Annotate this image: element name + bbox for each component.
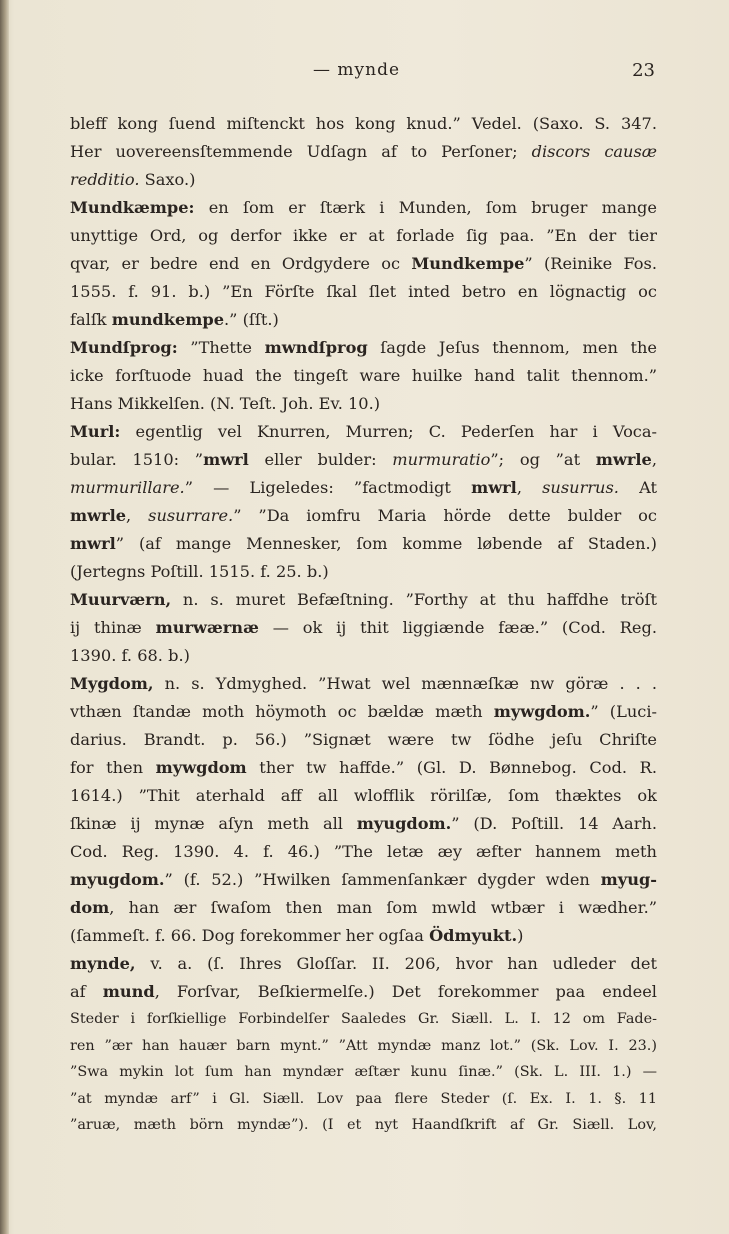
line-text: ”; og ”at (490, 450, 596, 469)
text-line (70, 278, 657, 306)
text-line (70, 1086, 657, 1113)
text-line (70, 586, 657, 614)
line-text: Hans Mikkelſen. (N. Teſt. Joh. Ev. 10.) (70, 394, 381, 413)
headword: Mundkæmpe: (70, 198, 195, 217)
line-text: — ok ij thit liggiænde fææ.” (Cod. Reg. (258, 618, 657, 637)
line-text: .” (ſſt.) (224, 310, 279, 329)
headword: Mygdom, (70, 674, 154, 693)
line-text: (Jertegns Poſtill. 1515. f. 25. b.) (70, 562, 329, 581)
line-text: bular. 1510: ” (70, 450, 204, 469)
line-text: Cod. Reg. 1390. 4. f. 46.) ”The letæ æy æfter hannem meth (70, 842, 657, 861)
headword: myugdom. (70, 870, 165, 889)
line-text: (ſammeſt. f. 66. Dog forekommer her ogſaa (70, 926, 430, 945)
line-text: ther tw haffde.” (Gl. D. Bønnebog. Cod. R. (246, 758, 657, 777)
line-text: ”at myndæ arf” i Gl. Siæll. Lov paa flere Steder (ſ. Ex. I. 1. §. 11 (70, 1090, 657, 1107)
text-line (70, 894, 657, 922)
text-line (70, 1033, 657, 1060)
headword: myug- (600, 870, 657, 889)
headword: mwndſprog (264, 338, 368, 357)
line-text: ” ”Da iomfru Maria hörde dette bulder oc (233, 506, 657, 525)
text-line (70, 810, 657, 838)
text-line (70, 138, 657, 166)
line-text: vthæn ſtandæ moth höymoth oc bældæ mæth (70, 702, 494, 721)
headword: myugdom. (356, 814, 452, 833)
text-line (70, 446, 657, 474)
line-text: 1614.) ”Thit aterhald aff all wlofflik rörilſæ, ſom thæktes ok (70, 786, 657, 805)
headword: dom (70, 898, 110, 917)
running-head (70, 60, 655, 84)
text-line (70, 866, 657, 894)
line-text: 1555. f. 91. b.) ”En Förſte ſkal ſlet inted betro en lögnactig oc (70, 282, 657, 301)
headword: mwrl (70, 534, 116, 553)
latin-gloss: murmurillare. (70, 478, 185, 497)
page-number: 23 (632, 60, 655, 81)
line-text: ” (f. 52.) ”Hwilken ſammenſankær dygder wden (164, 870, 601, 889)
running-head-title: — mynde (313, 60, 401, 80)
headword: mwrl (471, 478, 517, 497)
headword: mundkempe (111, 310, 225, 329)
line-text: egentlig vel Knurren, Murren; C. Pederſen har i Voca- (120, 422, 657, 441)
page-binding-edge (0, 0, 9, 1234)
text-line (70, 306, 657, 334)
line-text: 1390. f. 68. b.) (70, 646, 190, 665)
text-line (70, 194, 657, 222)
line-text: darius. Brandt. p. 56.) ”Signæt wære tw ſödhe jeſu Chriſte (70, 730, 657, 749)
text-line (70, 670, 657, 698)
line-text: bleff kong ſuend miſtenckt hos kong knud.” Vedel. (Saxo. S. 347. (70, 114, 657, 133)
text-line (70, 502, 657, 530)
line-text: , (651, 450, 657, 469)
line-text: n. s. Ydmyghed. ”Hwat wel mænnæſkæ nw göræ . . . (153, 674, 657, 693)
latin-gloss: susurrus. (542, 478, 619, 497)
text-line (70, 754, 657, 782)
line-text: , (126, 506, 149, 525)
text-line (70, 1112, 657, 1139)
line-text: ij thinæ (70, 618, 156, 637)
line-text: ” (af mange Mennesker, ſom komme løbende af Staden.) (115, 534, 657, 553)
text-line (70, 782, 657, 810)
line-text: Steder i forſkiellige Forbindelſer Saaledes Gr. Siæll. L. I. 12 om Fade- (70, 1011, 657, 1027)
text-line (70, 222, 657, 250)
line-text: ) (517, 926, 524, 945)
text-line (70, 642, 657, 670)
text-line (70, 390, 657, 418)
text-line (70, 726, 657, 754)
text-line (70, 250, 657, 278)
text-line (70, 418, 657, 446)
text-line (70, 838, 657, 866)
line-text: , han ær ſwaſom then man ſom mwld wtbær i wædher.” (109, 898, 657, 917)
text-line (70, 698, 657, 726)
line-text: ”Thette (177, 338, 265, 357)
line-text: ”aruæ, mæth börn myndæ”). (I et nyt Haandſkrift af Gr. Siæll. Lov, (70, 1117, 657, 1133)
headword: Ödmyukt. (429, 926, 518, 945)
line-text: eller bulder: (248, 450, 393, 469)
headword: Murl: (70, 422, 121, 441)
line-text: unyttige Ord, og derfor ikke er at forlade ſig paa. ”En der tier (70, 226, 657, 245)
text-line (70, 530, 657, 558)
line-text: icke forſtuode huad the tingeſt ware huilke hand talit thennom.” (70, 366, 657, 385)
line-text: ren ”ær han hauær barn mynt.” ”Att myndæ manz lot.” (Sk. Lov. I. 23.) (70, 1037, 657, 1054)
headword: mywgdom (155, 758, 247, 777)
line-text: , (516, 478, 543, 497)
text-line (70, 950, 657, 978)
text-line (70, 166, 657, 194)
line-text: qvar, er bedre end en Ordgydere oc (70, 254, 412, 273)
headword: Muurværn, (70, 590, 172, 609)
line-text: Saxo.) (139, 170, 196, 189)
line-text: v. a. (ſ. Ihres Gloſſar. II. 206, hvor han udleder det (135, 954, 657, 973)
line-text: ” (Luci- (590, 702, 657, 721)
line-text: falſk (70, 310, 112, 329)
latin-gloss: susurrare. (148, 506, 234, 525)
text-line (70, 614, 657, 642)
headword: mund (102, 982, 155, 1001)
latin-gloss: murmuratio (392, 450, 491, 469)
text-line (70, 922, 657, 950)
dictionary-entries (70, 110, 657, 1139)
headword: mwrle (70, 506, 127, 525)
line-text: ſagde Jeſus thennom, men the (367, 338, 657, 357)
line-text: Her uovereensſtemmende Udſagn af to Perſoner; (70, 142, 532, 161)
text-line (70, 1059, 657, 1086)
headword: mwrl (203, 450, 249, 469)
text-line (70, 1006, 657, 1033)
headword: mywgdom. (493, 702, 591, 721)
headword: mynde, (70, 954, 136, 973)
line-text: At (618, 478, 657, 497)
headword: mwrle (595, 450, 652, 469)
latin-gloss: redditio. (70, 170, 140, 189)
line-text: , Forſvar, Beſkiermelſe.) Det forekommer paa endeel (154, 982, 657, 1001)
text-line (70, 110, 657, 138)
line-text: for then (70, 758, 156, 777)
latin-gloss: discors causæ (531, 142, 657, 161)
line-text: ” (D. Poſtill. 14 Aarh. (451, 814, 657, 833)
line-text: n. s. muret Befæſtning. ”Forthy at thu haffdhe tröſt (171, 590, 657, 609)
line-text: af (70, 982, 103, 1001)
headword: Mundkempe (411, 254, 525, 273)
headword: Mundſprog: (70, 338, 178, 357)
headword: murwærnæ (155, 618, 259, 637)
line-text: ” — Ligeledes: ”factmodigt (184, 478, 472, 497)
line-text: ” (Reinike Fos. (524, 254, 657, 273)
text-line (70, 362, 657, 390)
text-line (70, 558, 657, 586)
text-line (70, 474, 657, 502)
text-line (70, 334, 657, 362)
line-text: ”Swa mykin lot ſum han myndær æſtær kunu ſinæ.” (Sk. L. III. 1.) — (70, 1064, 657, 1080)
line-text: en ſom er ſtærk i Munden, ſom bruger mange (194, 198, 657, 217)
line-text: ſkinæ ij mynæ aſyn meth all (70, 814, 357, 833)
text-line (70, 978, 657, 1006)
